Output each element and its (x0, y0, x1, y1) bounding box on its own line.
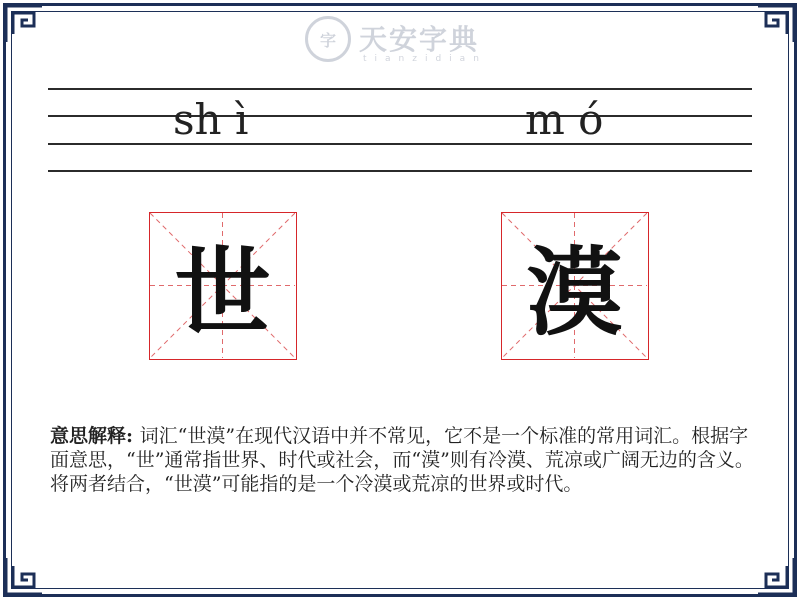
watermark-logo (305, 14, 505, 70)
corner-ornament-icon (756, 4, 796, 44)
hanzi-first: 世 (174, 237, 271, 349)
meaning-text: 词汇“世漠”在现代汉语中并不常见，它不是一个标准的常用词汇。根据字面意思，“世”通常指世界、时代或社会，而“漠”则有冷漠、荒凉或广阔无边的含义。将两者结合，“世漠”可能指的是一个冷漠或荒凉的世界或时代。 (50, 425, 754, 495)
character-grid-first (149, 212, 297, 360)
corner-ornament-icon (4, 4, 44, 44)
logo-seal-icon: 字 (305, 16, 351, 62)
corner-ornament-icon (4, 556, 44, 596)
pinyin-staff (48, 88, 752, 172)
corner-ornament-icon (756, 556, 796, 596)
logo-name: 天安字典 (359, 23, 480, 56)
hanzi-second: 漠 (526, 237, 623, 349)
meaning-separator: : (126, 425, 140, 447)
logo-subtitle: tianzidian (363, 54, 487, 64)
staff-line (48, 170, 752, 172)
staff-line (48, 115, 752, 117)
meaning-label: 意思解释 (50, 425, 127, 447)
character-grid-second (501, 212, 649, 360)
pinyin-second: m ó (525, 95, 604, 144)
pinyin-first: sh ì (173, 95, 249, 144)
staff-line (48, 143, 752, 145)
staff-line (48, 88, 752, 90)
meaning-paragraph (50, 424, 760, 496)
